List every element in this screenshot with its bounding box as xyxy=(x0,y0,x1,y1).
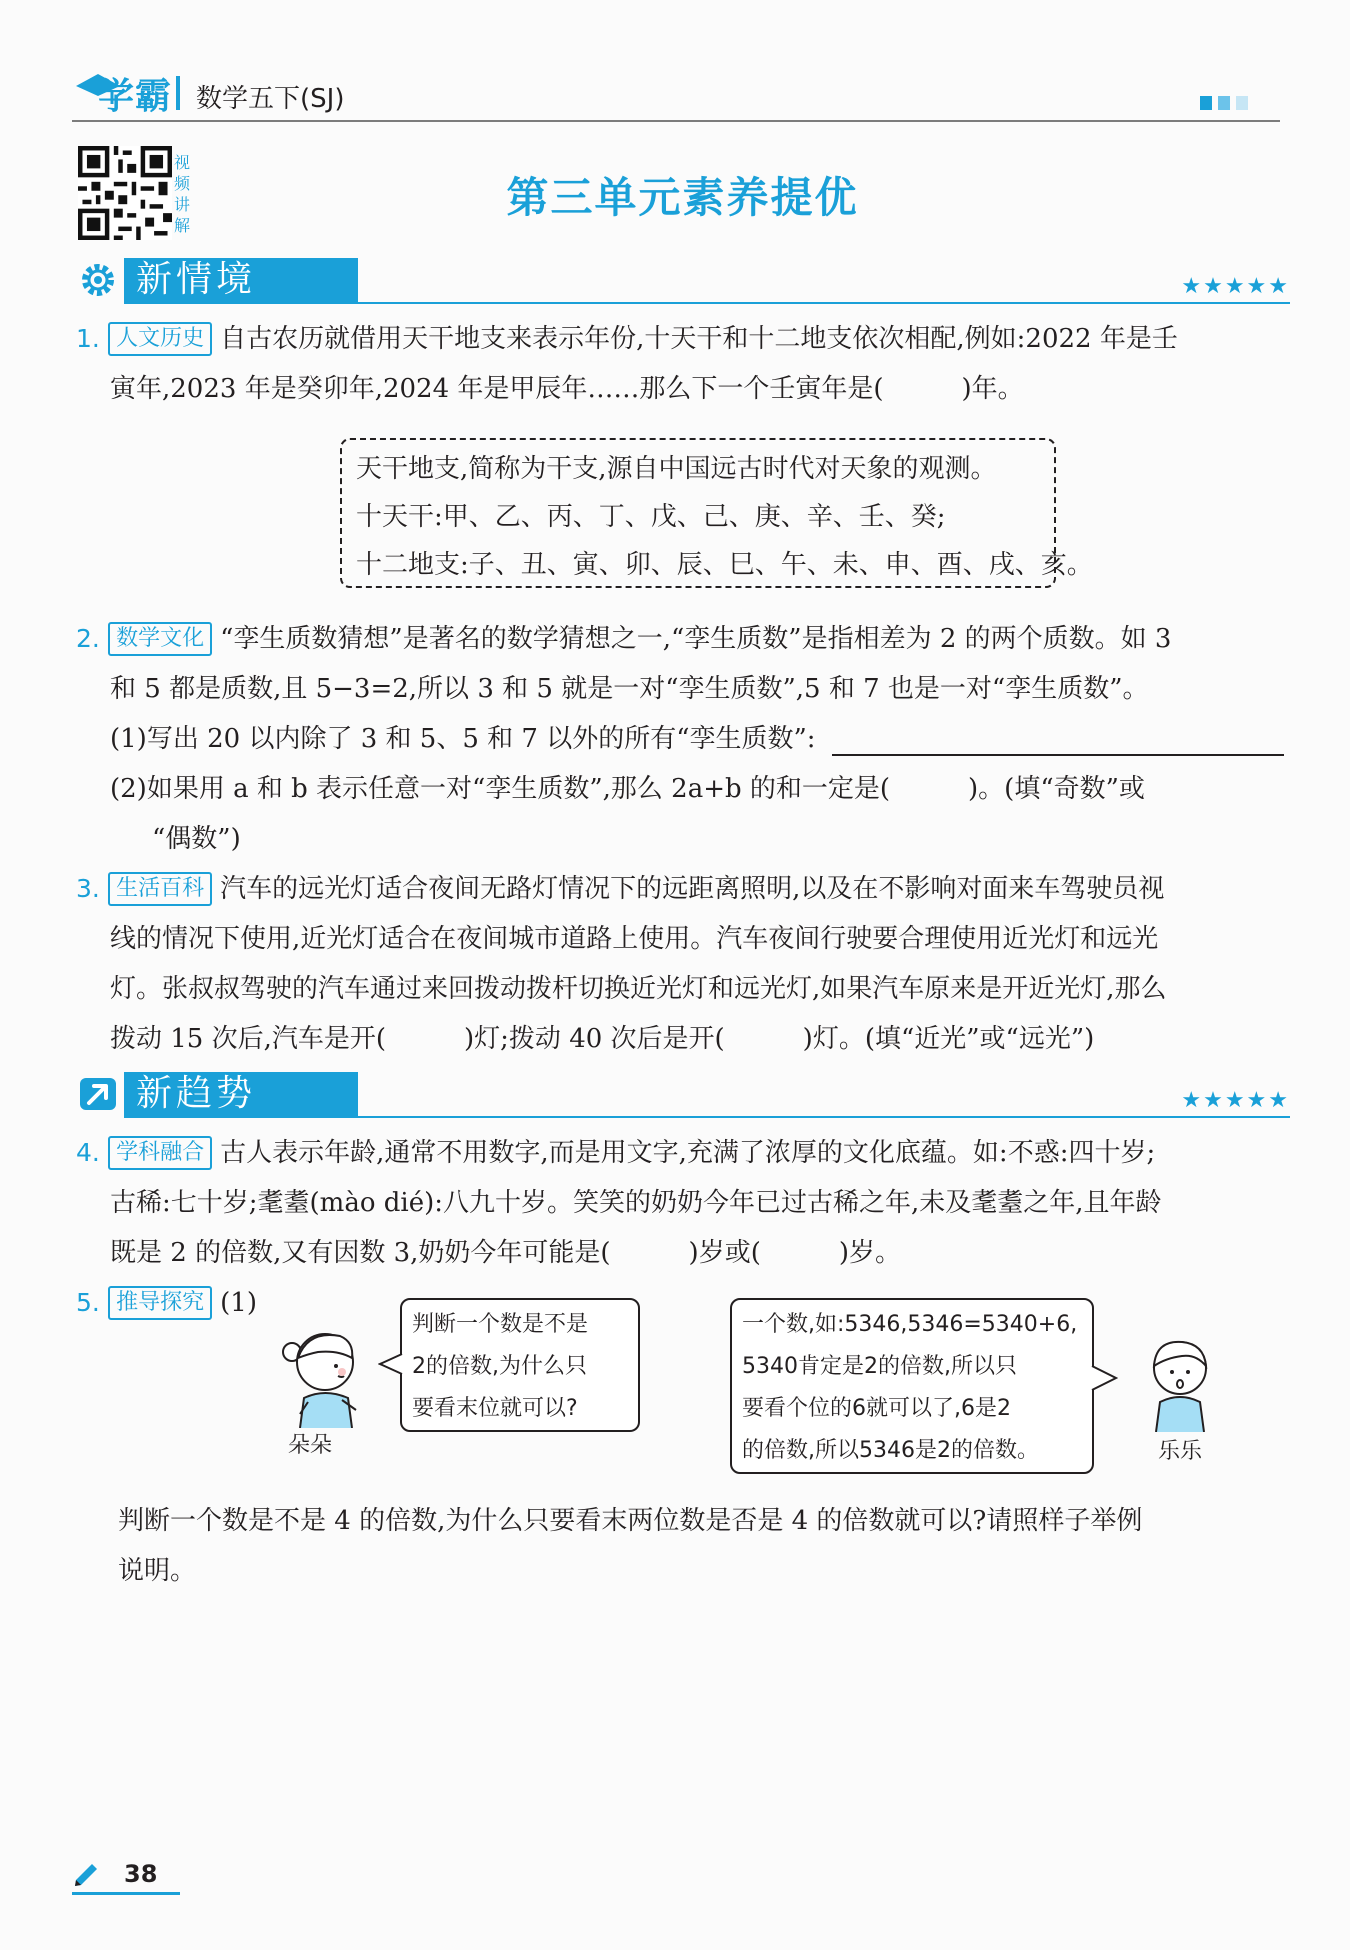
question-5-task-line-1: 判断一个数是不是 4 的倍数,为什么只要看末两位数是否是 4 的倍数就可以?请照样子举例 xyxy=(118,1506,1143,1536)
section-label: 新情境 xyxy=(136,259,257,300)
question-2-line-1: 2. 数学文化 “孪生质数猜想”是著名的数学猜想之一,“孪生质数”是指相差为 2 的两个质数。如 3 xyxy=(76,624,1172,654)
question-4-line-2: 古稀:七十岁;耄耋(mào dié):八九十岁。笑笑的奶奶今年已过古稀之年,未及耄耋之年,且年龄 xyxy=(110,1188,1162,1218)
course-title: 数学五下(SJ) xyxy=(196,84,345,114)
section-header-new-trend xyxy=(72,1070,1290,1118)
speech-bubble-tail xyxy=(1090,1364,1118,1392)
question-5-line-1: 5. 推导探究 (1) xyxy=(76,1288,257,1318)
question-number: 2. xyxy=(76,624,100,653)
question-5-task-line-2: 说明。 xyxy=(118,1556,197,1586)
question-4-line-3: 既是 2 的倍数,又有因数 3,奶奶今年可能是( )岁或( )岁。 xyxy=(110,1238,901,1268)
speech-bubble-duoduo: 判断一个数是不是 2的倍数,为什么只 要看末位就可以? xyxy=(400,1298,640,1432)
question-number: 5. xyxy=(76,1288,100,1317)
question-1-line-2: 寅年,2023 年是癸卯年,2024 年是甲辰年……那么下一个壬寅年是( )年。 xyxy=(110,374,1024,404)
speech-bubble-lele: 一个数,如:5346,5346=5340+6, 5340肯定是2的倍数,所以只 要看个位的6就可以了,6是2 的倍数,所以5346是2的倍数。 xyxy=(730,1298,1094,1474)
gear-icon xyxy=(78,260,118,300)
info-box-line-1: 天干地支,简称为干支,源自中国远古时代对天象的观测。 xyxy=(356,454,997,484)
pencil-icon xyxy=(72,1858,102,1888)
question-3-line-2: 线的情况下使用,近光灯适合在夜间城市道路上使用。汽车夜间行驶要合理使用近光灯和远光 xyxy=(110,924,1159,954)
question-3-line-1: 3. 生活百科 汽车的远光灯适合夜间无路灯情况下的远距离照明,以及在不影响对面来车驾驶员视 xyxy=(76,874,1165,904)
difficulty-stars: ★★★★★ xyxy=(1181,1088,1290,1113)
speech-bubble-tail xyxy=(378,1352,404,1378)
question-2-line-2: 和 5 都是质数,且 5−3=2,所以 3 和 5 就是一对“孪生质数”,5 和 7 也是一对“孪生质数”。 xyxy=(110,674,1149,704)
character-name-duoduo: 朵朵 xyxy=(288,1433,333,1458)
page-number: 38 xyxy=(124,1860,158,1888)
question-3-line-3: 灯。张叔叔驾驶的汽车通过来回拨动拨杆切换近光灯和远光灯,如果汽车原来是开近光灯,那么 xyxy=(110,974,1167,1004)
unit-title: 第三单元素养提优 xyxy=(506,173,859,222)
brand-logo-text: 学霸 xyxy=(98,76,173,117)
difficulty-stars: ★★★★★ xyxy=(1181,274,1290,299)
header-rule xyxy=(72,120,1280,122)
header-separator xyxy=(176,76,180,110)
section-header-new-context xyxy=(72,256,1290,304)
question-2-sub-2: (2)如果用 a 和 b 表示任意一对“孪生质数”,那么 2a+b 的和一定是( )。(填“奇数”或 xyxy=(110,774,1145,804)
header-decoration xyxy=(1200,96,1248,110)
question-2-sub-2-cont: “偶数”) xyxy=(152,824,241,854)
question-tag: 学科融合 xyxy=(108,1136,212,1170)
question-number: 4. xyxy=(76,1138,100,1167)
video-explain-label: 视频讲解 xyxy=(174,153,191,235)
info-box-line-2: 十天干:甲、乙、丙、丁、戊、己、庚、辛、壬、癸; xyxy=(356,502,946,532)
footer-rule xyxy=(72,1892,180,1895)
question-tag: 人文历史 xyxy=(108,322,212,356)
question-1-line-1: 1. 人文历史 自古农历就借用天干地支来表示年份,十天干和十二地支依次相配,例如:2022 年是壬 xyxy=(76,324,1178,354)
answer-blank[interactable] xyxy=(832,754,1284,756)
question-number: 1. xyxy=(76,324,100,353)
girl-character-illustration xyxy=(278,1322,372,1428)
question-3-line-4: 拨动 15 次后,汽车是开( )灯;拨动 40 次后是开( )灯。(填“近光”或“远光”) xyxy=(110,1024,1095,1054)
info-box-line-3: 十二地支:子、丑、寅、卯、辰、巳、午、未、申、酉、戌、亥。 xyxy=(356,550,1093,580)
boy-character-illustration xyxy=(1140,1330,1220,1432)
question-4-line-1: 4. 学科融合 古人表示年龄,通常不用数字,而是用文字,充满了浓厚的文化底蕴。如:不惑:四十岁; xyxy=(76,1138,1156,1168)
question-tag: 推导探究 xyxy=(108,1286,212,1320)
question-2-sub-1: (1)写出 20 以内除了 3 和 5、5 和 7 以外的所有“孪生质数”: xyxy=(110,724,816,754)
question-tag: 数学文化 xyxy=(108,622,212,656)
section-rule xyxy=(124,1116,1290,1118)
question-tag: 生活百科 xyxy=(108,872,212,906)
question-number: 3. xyxy=(76,874,100,903)
section-rule xyxy=(124,302,1290,304)
trend-arrow-icon xyxy=(78,1074,118,1114)
section-label: 新趋势 xyxy=(136,1073,257,1114)
character-name-lele: 乐乐 xyxy=(1158,1439,1203,1464)
